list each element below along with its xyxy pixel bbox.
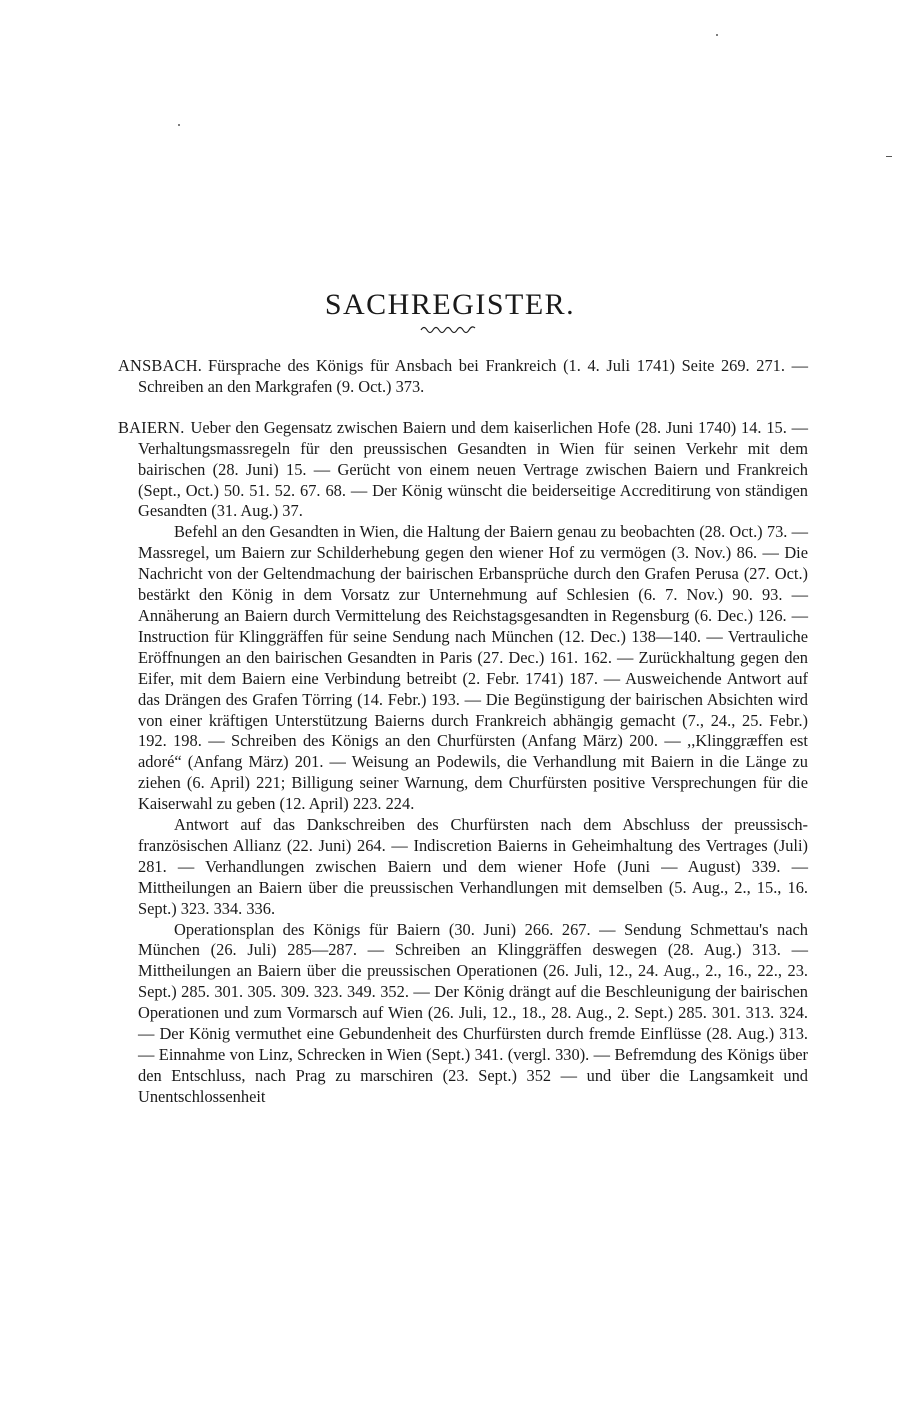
scan-speck	[716, 34, 718, 36]
entry-paragraph: Befehl an den Gesandten in Wien, die Haltung der Baiern genau zu beobachten (28. Oct.) 73. — Massregel, um Baiern zur Schilderhebung gegen den wiener Hof zu vermögen (3. Nov.) 86. — Die Nachricht von der Geltendmachung der bairischen Erbansprüche durch den Grafen Perusa (27. Oct.) bestärkt den König in dem Vorsatz zur Unternehmung auf Schlesien (6. 7. Nov.) 90. 93. — Annäherung an Baiern durch Vermittelung des Reichstagsgesandten in Regensburg (6. Dec.) 126. — Instruction für Klinggräffen für seine Sendung nach München (12. Dec.) 138—140. — Vertrauliche Eröffnungen an den bairischen Gesandten in Paris (27. Dec.) 161. 162. — Zurückhaltung gegen den Eifer, mit dem Baiern eine Verbindung betreibt (2. Febr. 1741) 187. — Ausweichende Antwort auf das Drängen des Grafen Törring (14. Febr.) 193. — Die Begünstigung der bairischen Absichten wird von einer kräftigen Unterstützung Baierns durch Frankreich abhängig gemacht (7., 24., 25. Febr.) 192. 198. — Schreiben des Königs an den Churfürsten (Anfang März) 200. — ,,Klinggræffen est adoré“ (Anfang März) 201. — Weisung an Podewils, die Verhandlung mit Baiern in die Länge zu ziehen (6. April) 221; Billigung seiner Warnung, dem Churfürsten positive Versprechungen für die Kaiserwahl zu geben (12. April) 223. 224.	[138, 522, 808, 814]
entry-text: Fürsprache des Königs für Ansbach bei Frankreich (1. 4. Juli 1741) Seite 269. 271. — Schreiben an den Markgrafen (9. Oct.) 373.	[138, 356, 808, 396]
entry-paragraph	[118, 356, 808, 398]
entry-keyword: ANSBACH.	[118, 356, 203, 375]
scan-speck	[178, 124, 180, 126]
entry-paragraph: Operationsplan des Königs für Baiern (30. Juni) 266. 267. — Sendung Schmettau's nach München (26. Juli) 285—287. — Schreiben an Klinggräffen deswegen (28. Aug.) 313. — Mittheilungen an Baiern über die preussischen Operationen (26. Juli, 12., 24. Aug., 2., 16., 22., 23. Sept.) 285. 301. 305. 309. 323. 349. 352. — Der König drängt auf die Beschleunigung der bairischen Operationen und zum Vormarsch auf Wien (26. Juli, 12., 18., 28. Aug., 2. Sept.) 285. 301. 313. 324. — Der König vermuthet eine Gebundenheit des Churfürsten durch fremde Einflüsse (28. Aug.) 313. — Einnahme von Linz, Schrecken in Wien (Sept.) 341. (vergl. 330). — Befremdung des Königs über den Entschluss, nach Prag zu marschiren (23. Sept.) 352 — und über die Langsamkeit und Unentschlossenheit	[138, 919, 808, 1106]
tilde-wave-ornament	[419, 322, 479, 334]
entry-paragraph: Antwort auf das Dankschreiben des Churfürsten nach dem Abschluss der preussisch-französischen Allianz (22. Juni) 264. — Indiscretion Baierns in Geheimhaltung des Vertrages (Juli) 281. — Verhandlungen zwischen Baiern und dem wiener Hofe (Juni — August) 339. — Mittheilungen an Baiern über die preussischen Verhandlungen mit demselben (5. Aug., 2., 15., 16. Sept.) 323. 334. 336.	[138, 815, 808, 918]
page-title: SACHREGISTER.	[324, 288, 576, 322]
entry-paragraph	[118, 417, 808, 523]
index-entry-ansbach	[118, 356, 808, 398]
entry-text: Ueber den Gegensatz zwischen Baiern und dem kaiserlichen Hofe (28. Juni 1740) 14. 15. — Verhaltungsmassregeln für den preussischen Gesandten in Wien für seinen Verkehr mit dem bairischen (28. Juni) 15. — Gerücht von einem neuen Vertrage zwischen Baiern und Frankreich (Sept., Oct.) 50. 51. 52. 67. 68. — Der König wünscht die beiderseitige Accreditirung von ständigen Gesandten (31. Aug.) 37.	[138, 417, 808, 521]
index-entries	[118, 356, 808, 1128]
scan-speck	[886, 156, 892, 157]
entry-keyword: BAIERN.	[118, 417, 185, 437]
index-entry-baiern	[118, 418, 808, 1108]
